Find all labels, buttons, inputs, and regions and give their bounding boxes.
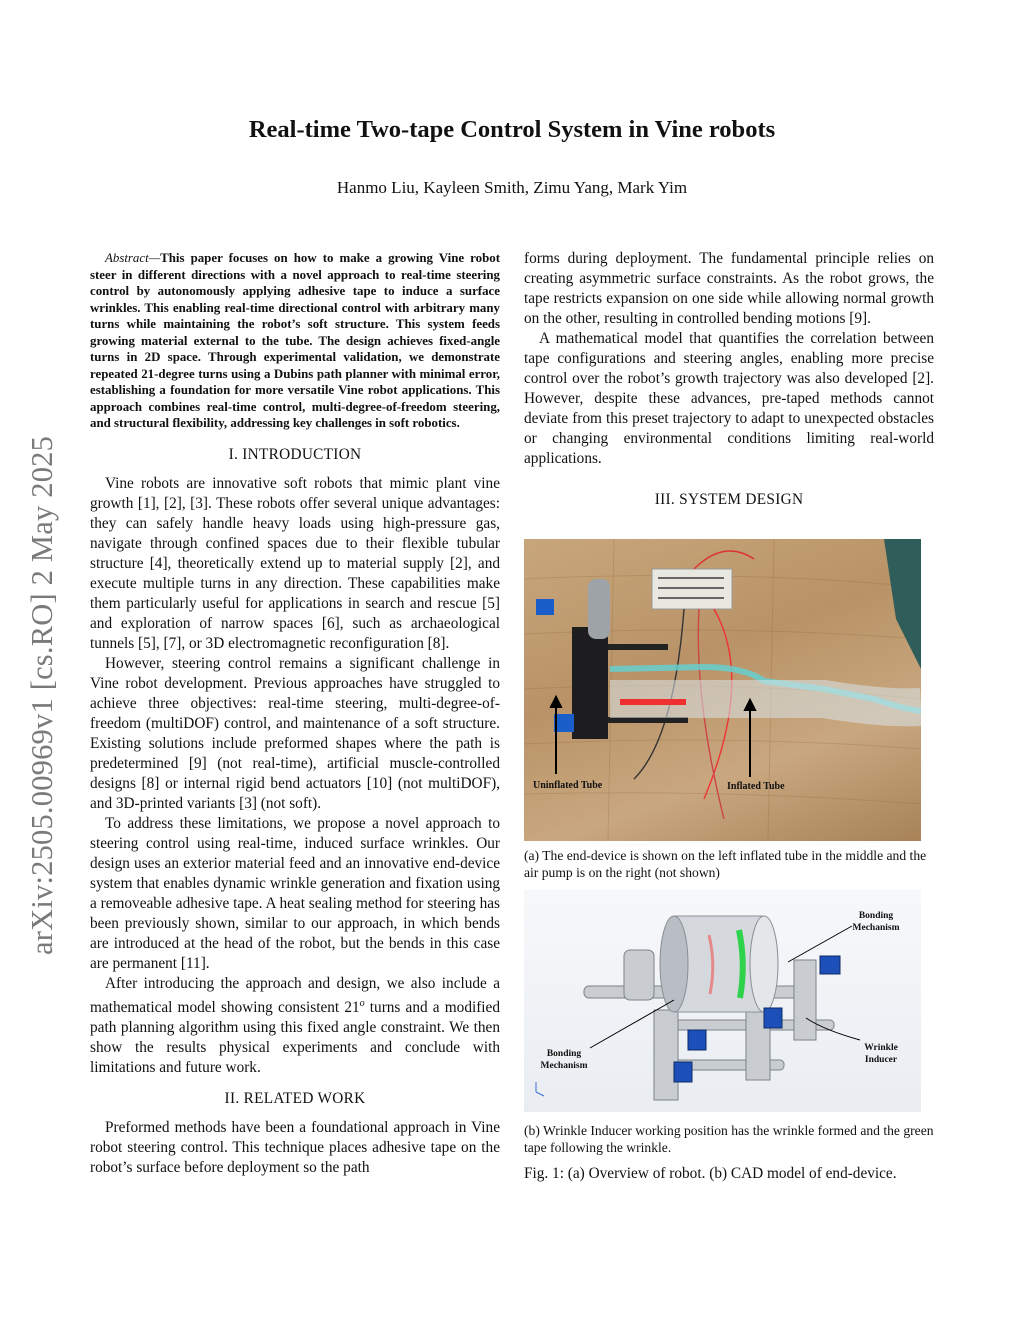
abstract-dash: — bbox=[148, 251, 161, 265]
end-device-frame bbox=[572, 627, 608, 739]
section-heading-related-work: II. RELATED WORK bbox=[224, 1089, 366, 1107]
abstract-label: Abstract bbox=[105, 251, 149, 265]
paper-title: Real-time Two-tape Control System in Vine robots bbox=[248, 116, 776, 143]
label-inflated-tube: Inflated Tube bbox=[727, 781, 785, 792]
degree-superscript: o bbox=[359, 997, 365, 1009]
section-heading-system-design: III. SYSTEM DESIGN bbox=[654, 491, 804, 508]
label-uninflated-tube: Uninflated Tube bbox=[533, 780, 603, 791]
abstract-text: This paper focuses on how to make a growing Vine robot steer in different directions with a novel approach to real-time steering control by autonomously applying adhesive tape to induce a surface wrinkles. This enabling real-time directional control with arbitrary many turns while maintaining the robot’s soft structure. This system feeds growing material external to the tube. The design achieves fixed-angle turns in 2D space. Through experimental validation, we demonstrate repeated 21-degree turns using a Dubins path planner with minimal error, establishing a foundation for more versatile Vine robot applications. This approach combines real-time control, multi-degree-of-freedom steering, and structural flexibility, addressing key challenges in soft robotics. bbox=[90, 251, 500, 430]
intro-paragraph-3: To address these limitations, we propose a novel approach to steering control using real-time, induced surface wrinkles. Our design uses an exterior material feed and an innovative end-device system that enables dynamic wrinkle generation and fixation using a removeable adhesive tape. A heat sealing method for steering has been previously shown, similar to our approach, in which bends are introduced at the head of the robot, but the bends in this case are permanent [11]. bbox=[90, 814, 500, 972]
intro-paragraph-4 bbox=[90, 974, 500, 1078]
figure-caption: Fig. 1: (a) Overview of robot. (b) CAD model of end-device. bbox=[524, 1165, 897, 1182]
intro-paragraph-1: Vine robots are innovative soft robots that mimic plant vine growth [1], [2], [3]. These robots offer several unique advantages: they can safely handle heavy loads using high-pressure gas, navigate through confined spaces due to their flexible tubular structure [4], theoretically extend up to material supply [2], and execute multiple turns in any direction. These capabilities make them particularly useful for applications in search and rescue [5] and exploration of narrow spaces [6], such as archaeological tunnels [5], [7], or 3D electromagnetic reconfiguration [8]. bbox=[90, 474, 500, 652]
intro-p4-start: After introducing the approach and design, we also include a mathematical model showing consistent 21 bbox=[90, 974, 500, 1016]
caption-b: (b) Wrinkle Inducer working position has the wrinkle formed and the green tape following the wrinkle. bbox=[524, 1123, 934, 1155]
label-bonding-top-line1: Bonding bbox=[858, 911, 894, 921]
label-wrinkle-line2: Inducer bbox=[864, 1055, 898, 1065]
related-paragraph-2: A mathematical model that quantifies the correlation between tape configurations and steering angles, enabling more precise control over the robot’s growth trajectory was also developed [2]. However, despite these advances, pre-taped methods cannot deviate from this preset trajectory to adapt to unexpected obstacles or changing environmental conditions limiting real-world applications. bbox=[524, 330, 934, 467]
motor bbox=[588, 579, 610, 639]
caption-a: (a) The end-device is shown on the left inflated tube in the middle and the air pump is on the right (not shown) bbox=[524, 848, 927, 880]
robot-photo-illustration bbox=[524, 539, 921, 841]
arxiv-identifier: arXiv:2505.00969v1 [cs.RO] 2 May 2025 bbox=[25, 435, 59, 955]
label-wrinkle-line1: Wrinkle bbox=[864, 1043, 898, 1053]
figure-cad-model bbox=[524, 890, 921, 1112]
label-bonding-top-line2: Mechanism bbox=[852, 923, 900, 933]
related-paragraph-1-continued: forms during deployment. The fundamental principle relies on creating asymmetric surface constraints. As the robot grows, the tape restricts expansion on one side while allowing normal growth on the other, resulting in controlled bending motions [9]. bbox=[524, 250, 934, 327]
intro-paragraph-2: However, steering control remains a significant challenge in Vine robot development. Previous approaches have struggled to achieve three objectives: real-time steering, multi-degree-of-freedom (multiDOF) control, and maintenance of a soft structure. Existing solutions include preformed shapes where the path is predetermined [9] (not real-time), artificial muscle-controlled designs [8] or internal rigid bend actuators [10] (not multiDOF), and 3D-printed variants [3] (not soft). bbox=[90, 654, 500, 812]
section-heading-introduction: I. INTRODUCTION bbox=[228, 445, 362, 463]
intro-p4-end: turns and a modified path planning algorithm using this fixed angle constraint. We then show the results physical experiments and conclude with limitations and future work. bbox=[90, 998, 500, 1076]
related-paragraph-1: Preformed methods have been a foundational approach in Vine robot steering control. This technique places adhesive tape on the robot’s surface before deployment so the path bbox=[90, 1118, 500, 1176]
label-bonding-left-line2: Mechanism bbox=[540, 1061, 588, 1071]
right-column bbox=[524, 249, 934, 1184]
author-list: Hanmo Liu, Kayleen Smith, Zimu Yang, Mark Yim bbox=[336, 178, 688, 197]
left-column bbox=[90, 250, 500, 1178]
figure-photo-robot bbox=[524, 539, 921, 841]
cad-illustration bbox=[524, 890, 921, 1112]
label-bonding-left-line1: Bonding bbox=[546, 1049, 582, 1059]
abstract bbox=[90, 250, 500, 432]
roller-cylinder bbox=[660, 916, 778, 1012]
